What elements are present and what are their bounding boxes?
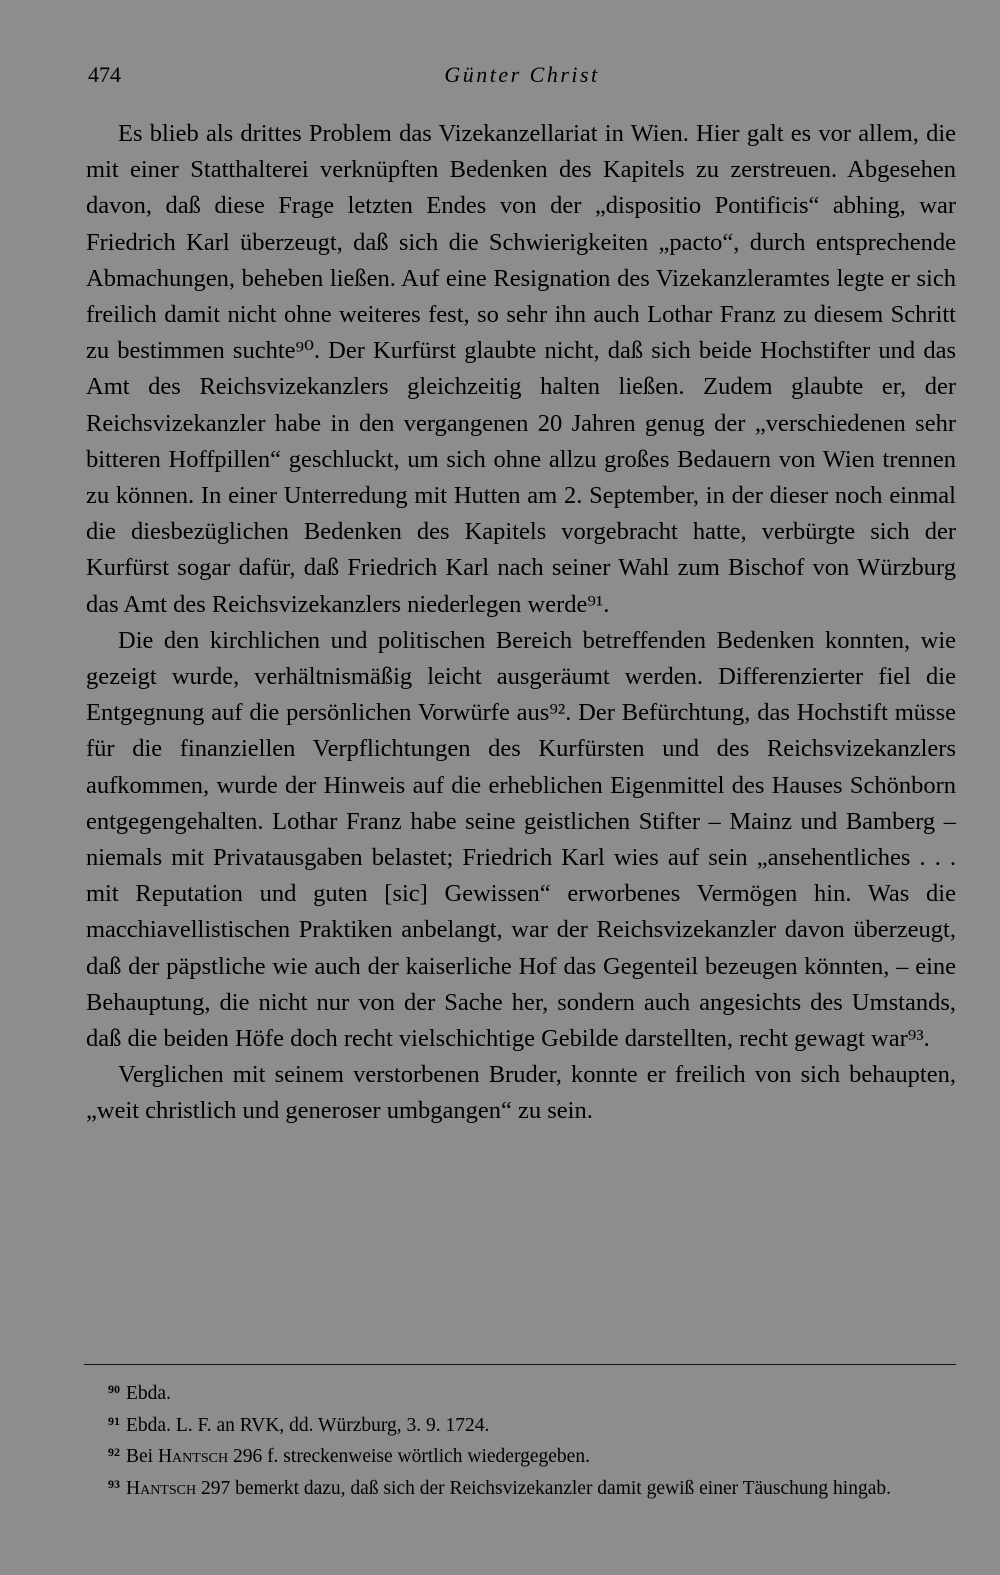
paragraph: Es blieb als drittes Problem das Vizekanzellariat in Wien. Hier galt es vor allem, die mit einer Statthalterei verknüpften Bedenken des Kapitels zu zerstreuen. Abgesehen davon, daß diese Frage letzten Endes von der „dispositio Pontificis“ abhing, war Friedrich Karl überzeugt, daß sich die Schwierigkeiten „pacto“, durch entsprechende Abmachungen, beheben ließen. Auf eine Resignation des Vizekanzleramtes legte er sich freilich damit nicht ohne weiteres fest, so sehr ihn auch Lothar Franz zu diesem Schritt zu bestimmen suchte⁹⁰. Der Kurfürst glaubte nicht, daß sich beide Hochstifter und das Amt des Reichsvizekanzlers gleichzeitig halten ließen. Zudem glaubte er, der Reichsvizekanzler habe in den vergangenen 20 Jahren genug der „verschiedenen sehr bitteren Hoffpillen“ geschluckt, um sich ohne allzu großes Bedauern von Wien trennen zu können. In einer Unterredung mit Hutten am 2. September, in der dieser noch einmal die diesbezüglichen Bedenken des Kapitels vorgebracht hatte, verbürgte sich der Kurfürst sogar dafür, daß Friedrich Karl nach seiner Wahl zum Bischof von Würzburg das Amt des Reichsvizekanzlers niederlegen werde⁹¹. bbox=[86, 120, 956, 618]
footnote-lead: Bei bbox=[126, 1446, 158, 1467]
footnote bbox=[86, 1376, 956, 1408]
page-header bbox=[88, 62, 956, 92]
footnote-text: Ebda. L. F. an RVK, dd. Würzburg, 3. 9. 1724. bbox=[126, 1414, 490, 1436]
footnotes bbox=[86, 1376, 956, 1502]
footnote-divider bbox=[84, 1364, 956, 1365]
page-number: 474 bbox=[88, 62, 121, 87]
footnote-text: 296 f. streckenweise wörtlich wiedergegeben. bbox=[228, 1446, 590, 1467]
running-head: Günter Christ bbox=[444, 62, 600, 87]
paragraph: Verglichen mit seinem verstorbenen Bruder, konnte er freilich von sich behaupten, „weit christlich und generoser umbgangen“ zu sein. bbox=[86, 1061, 956, 1125]
paragraph: Die den kirchlichen und politischen Bereich betreffenden Bedenken konnten, wie gezeigt wurde, verhältnismäßig leicht ausgeräumt werden. Differenzierter fiel die Entgegnung auf die persönlichen Vorwürfe aus⁹². Der Befürchtung, das Hochstift müsse für die finanziellen Verpflichtungen des Kurfürsten und des Reichsvizekanzlers aufkommen, wurde der Hinweis auf die erheblichen Eigenmittel des Hauses Schönborn entgegengehalten. Lothar Franz habe seine geistlichen Stifter – Mainz und Bamberg – niemals mit Privatausgaben belastet; Friedrich Karl wies auf sein „ansehentliches . . . mit Reputation und guten [sic] Gewissen“ erworbenes Vermögen hin. Was die macchiavellistischen Praktiken anbelangt, war der Reichsvizekanzler davon überzeugt, daß der päpstliche wie auch der kaiserliche Hof das Gegenteil bezeugen könnten, – eine Behauptung, die nicht nur von der Sache her, sondern auch angesichts des Umstands, daß die beiden Höfe doch recht vielschichtige Gebilde darstellten, recht gewagt war⁹³. bbox=[86, 626, 956, 1053]
footnote-text: Ebda. bbox=[126, 1383, 171, 1404]
footnote-author: Hantsch bbox=[157, 1446, 229, 1467]
footnote-mark: 90 bbox=[108, 1382, 120, 1396]
footnote-mark: 93 bbox=[108, 1476, 120, 1491]
footnote-text: 297 bemerkt dazu, daß sich der Reichsvizekanzler damit gewiß einer Täuschung hingab. bbox=[196, 1477, 892, 1499]
footnote bbox=[86, 1439, 956, 1471]
footnote bbox=[86, 1471, 956, 1503]
footnote-mark: 91 bbox=[108, 1413, 120, 1428]
footnote-mark: 92 bbox=[108, 1445, 120, 1459]
footnote-author: Hantsch bbox=[126, 1477, 197, 1499]
body-text bbox=[86, 116, 956, 1130]
footnote bbox=[86, 1408, 956, 1440]
